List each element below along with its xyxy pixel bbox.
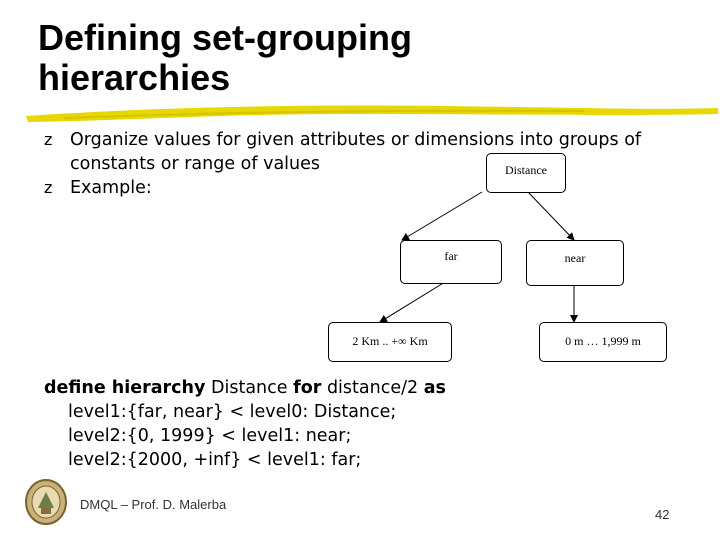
edge-far-range [380,282,445,322]
node-distance [486,153,566,193]
node-far [400,240,502,284]
bullet-text: Organize values for given attributes or dimensions into groups of [70,130,642,150]
node-far-range-label: 2 Km .. +∞ Km [352,334,428,348]
code-attr: Distance [205,378,294,398]
node-near-range-label: 0 m … 1,999 m [565,334,641,348]
code-line: level1:{far, near} < level0: Distance; [68,402,397,422]
code-line: level2:{0, 1999} < level1: near; [68,426,352,446]
dmql-code-block [44,376,446,472]
bullet-marker: z [44,178,53,197]
code-line [44,376,446,400]
bullet-text-continued: constants or range of values [70,154,321,174]
bullet-text: Example: [70,178,152,198]
bullet-marker: z [44,130,53,149]
node-near-label: near [564,251,586,265]
footer-text: DMQL – Prof. D. Malerba [80,497,227,512]
node-far-label: far [444,249,458,263]
title-line-2: hierarchies [38,57,231,98]
page-number: 42 [655,507,670,522]
node-near [526,240,624,286]
code-rest: distance/2 [321,378,424,398]
keyword-as: as [423,378,446,398]
node-near-range [539,322,667,362]
title-line-1: Defining set-grouping [38,17,412,58]
edge-distance-near [528,192,574,240]
keyword-define-hierarchy: define hierarchy [44,378,206,398]
keyword-for: for [293,378,322,398]
node-far-range [328,322,452,362]
code-line: level2:{2000, +inf} < level1: far; [68,450,362,470]
node-distance-label: Distance [505,163,547,177]
university-seal-logo [24,478,68,526]
edge-distance-far [402,192,482,240]
